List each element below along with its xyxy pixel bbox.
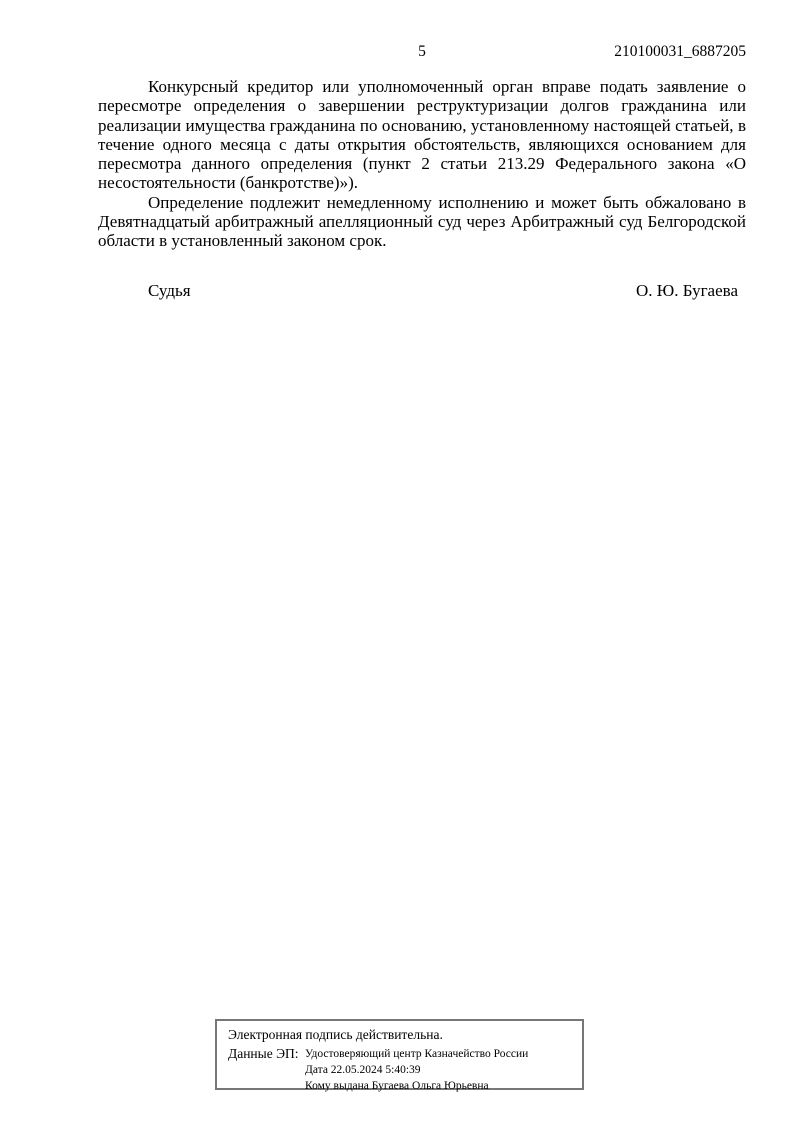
stamp-details — [305, 1046, 528, 1094]
stamp-data-row — [228, 1046, 574, 1094]
judge-name: О. Ю. Бугаева — [636, 281, 738, 300]
paragraph-review-right: Конкурсный кредитор или уполномоченный орган вправе подать заявление о пересмотре определения о завершении реструктуризации долгов гражданина или реализации имущества гражданина по основанию, установленному настоящей статьей, в течение одного месяца с даты открытия обстоятельств, являющихся основанием для пересмотра данного определения (пункт 2 статьи 213.29 Федерального закона «О несостоятельности (банкротстве)»). — [98, 77, 746, 193]
stamp-certification-authority: Удостоверяющий центр Казначейство России — [305, 1048, 529, 1060]
paragraph-appeal-order: Определение подлежит немедленному исполнению и может быть обжаловано в Девятнадцатый арбитражный апелляционный суд через Арбитражный суд Белгородской области в установленный законом срок. — [98, 192, 746, 251]
page-number: 5 — [418, 43, 426, 60]
judge-role-label: Судья — [148, 281, 191, 300]
stamp-issued-to: Кому выдана Бугаева Ольга Юрьевна — [305, 1079, 489, 1092]
electronic-signature-stamp — [215, 1019, 584, 1090]
page-header — [98, 43, 746, 63]
signature-line — [98, 281, 746, 300]
document-id: 210100031_6887205 — [614, 43, 746, 60]
stamp-data-label: Данные ЭП: — [228, 1046, 299, 1061]
stamp-validity-text: Электронная подпись действительна. — [228, 1027, 443, 1042]
ruling-body — [98, 77, 746, 251]
stamp-date: Дата 22.05.2024 5:40:39 — [305, 1063, 421, 1076]
